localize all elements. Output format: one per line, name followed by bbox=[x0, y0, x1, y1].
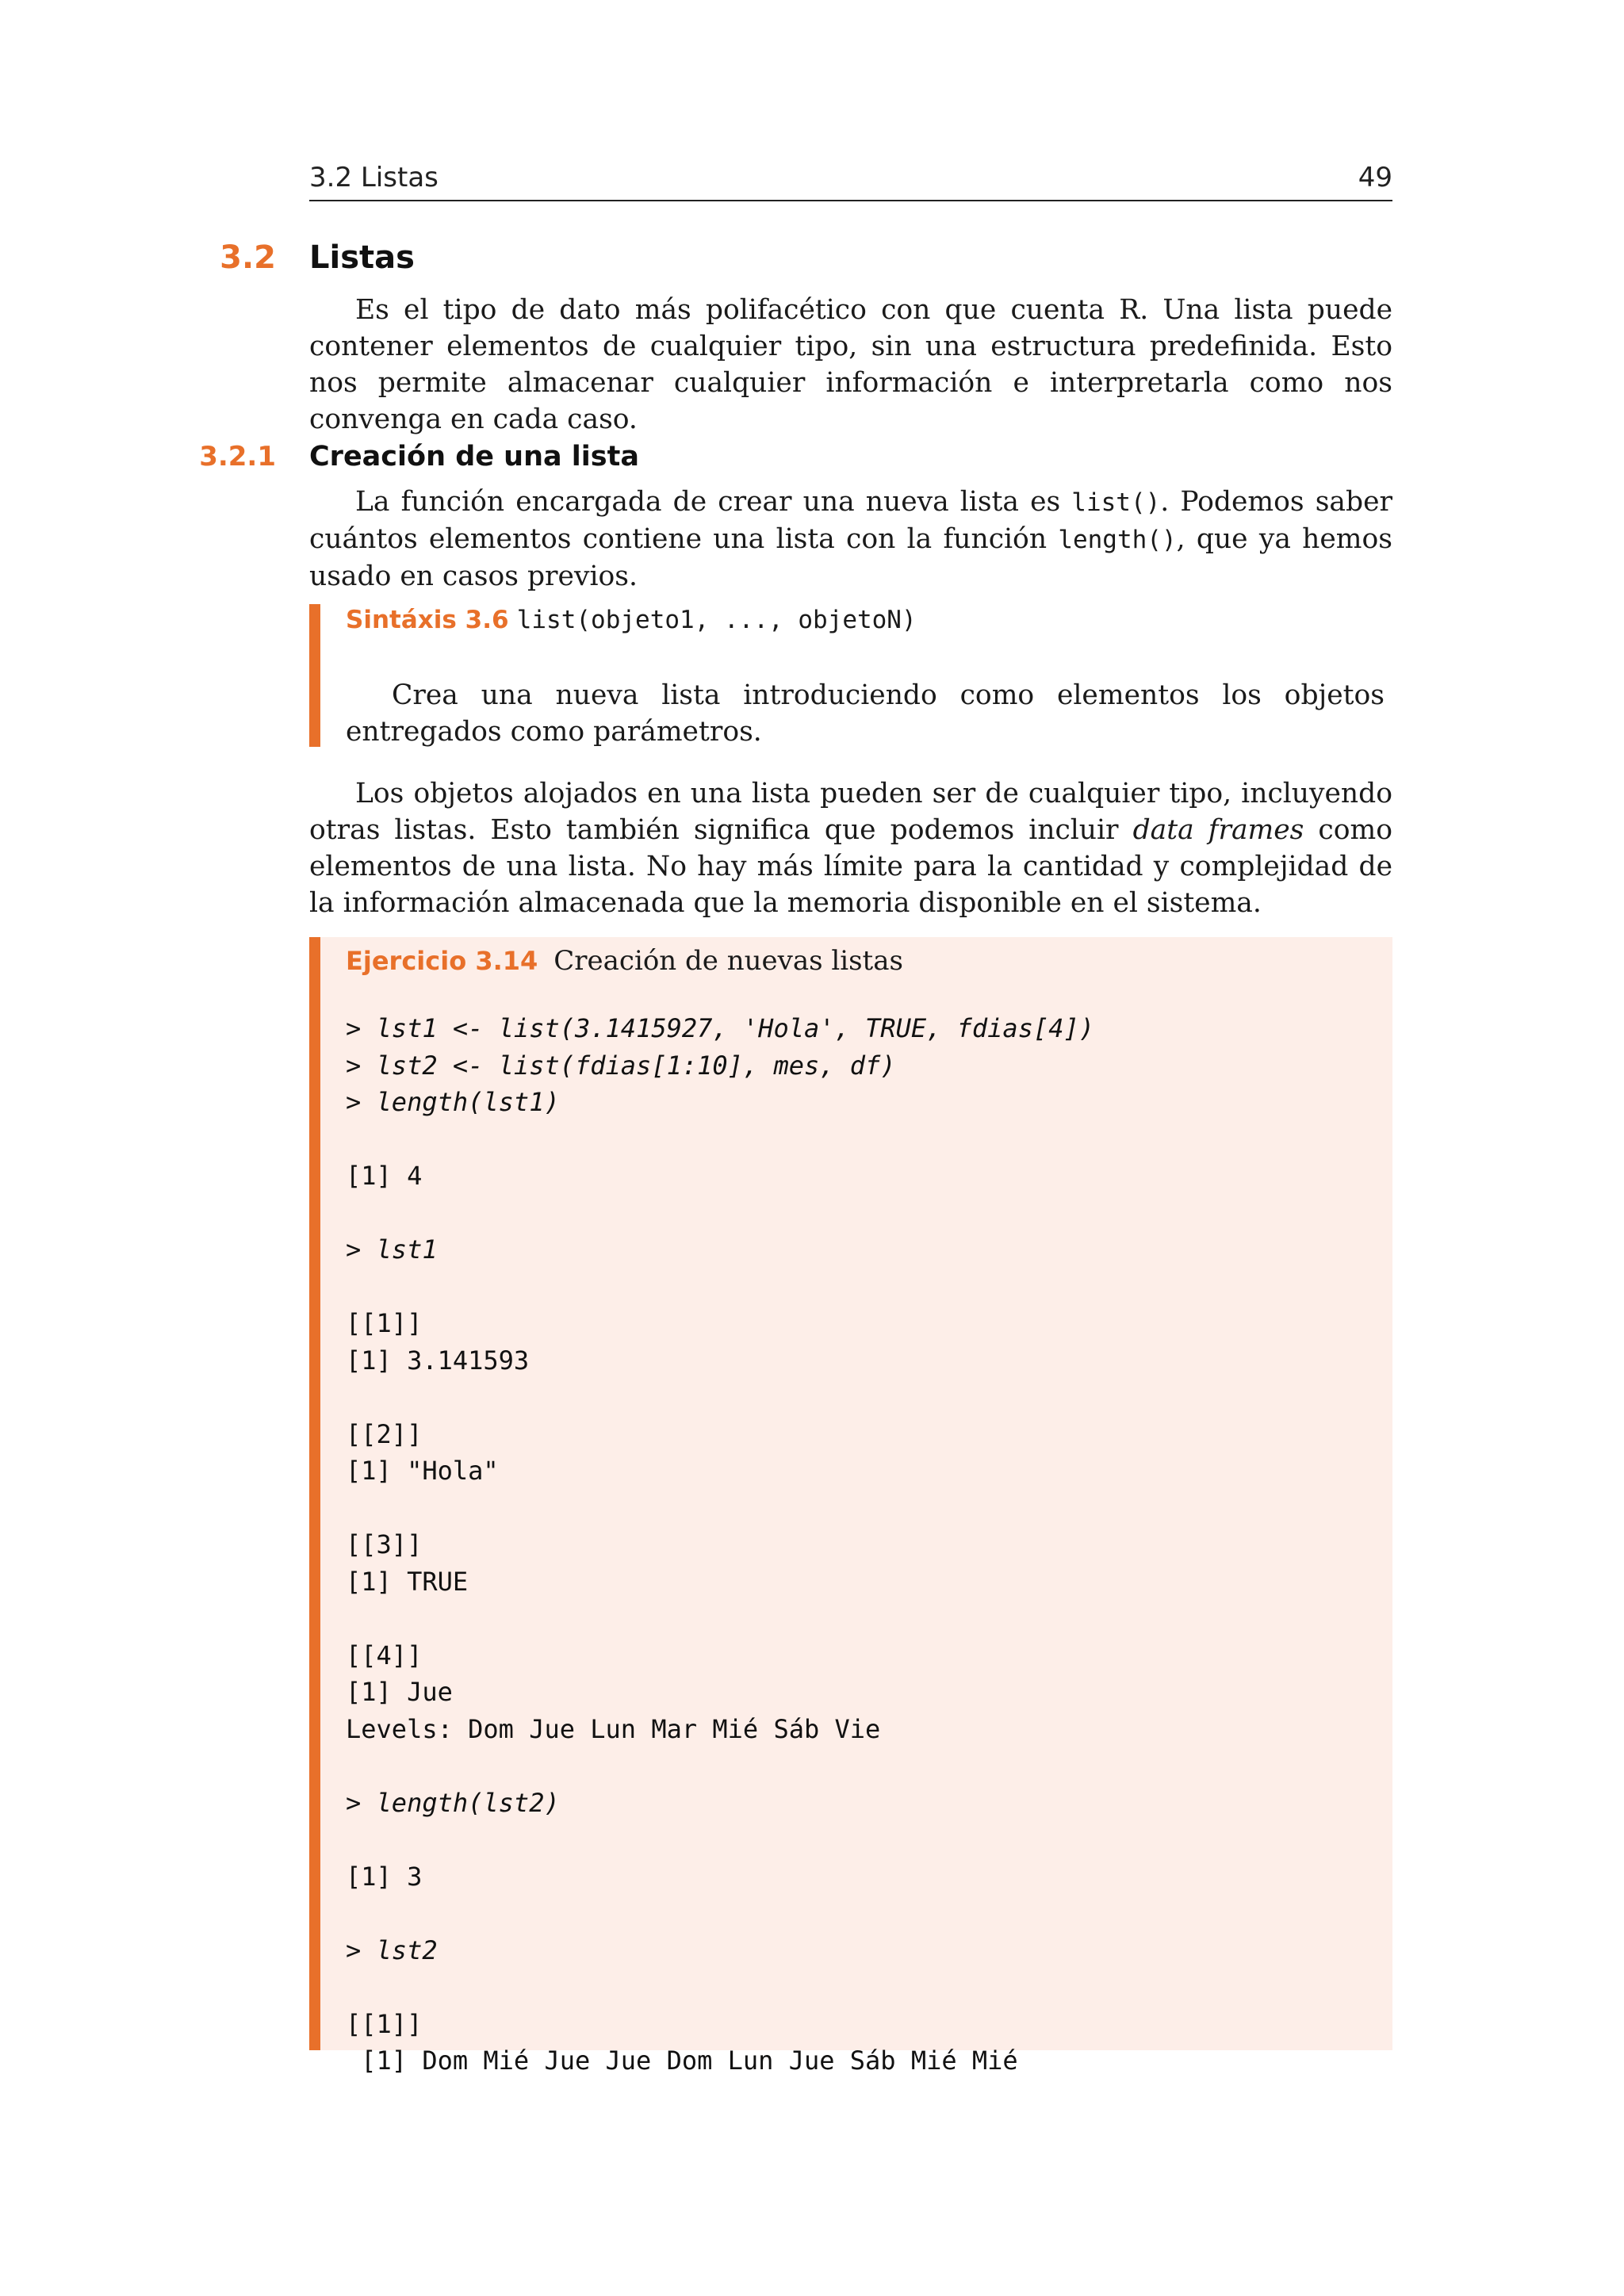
console-output-line bbox=[346, 1195, 1094, 1232]
syntax-description-text: Crea una nueva lista introduciendo como elementos los objetos entregados como parámetros. bbox=[346, 679, 1385, 748]
console-output-line: [1] Dom Mié Jue Jue Dom Lun Jue Sáb Mié Mié bbox=[346, 2045, 1018, 2076]
syntax-box bbox=[309, 604, 1392, 747]
console-output-line: [[4]] bbox=[346, 1640, 423, 1670]
section-number: 3.2 bbox=[220, 239, 276, 276]
running-header bbox=[309, 160, 1392, 201]
para3-text-b: como elementos de una lista. No hay más límite para la cantidad y complejidad de la información almacenada que la memoria disponible en el sistema. bbox=[309, 814, 1393, 919]
para2-text-a: La función encargada de crear una nueva lista es bbox=[355, 486, 1072, 518]
console-output-line: [[2]] bbox=[346, 1418, 423, 1449]
exercise-label: Ejercicio 3.14 bbox=[346, 946, 538, 976]
intro-paragraph bbox=[309, 292, 1392, 438]
para2-text-b: . Podemos saber cuántos elementos contiene una lista con la función bbox=[309, 486, 1392, 555]
exercise-heading bbox=[346, 945, 903, 977]
console-output-line: [[1]] bbox=[346, 1308, 423, 1338]
console-output-line bbox=[346, 1269, 1094, 1306]
objects-paragraph bbox=[309, 775, 1392, 921]
syntax-signature: list(objeto1, ..., objetoN) bbox=[516, 606, 917, 634]
console-output-line bbox=[346, 1969, 1094, 2006]
section-title: Listas bbox=[309, 239, 415, 276]
code-list: list() bbox=[1071, 488, 1161, 517]
data-frames-term: data frames bbox=[1132, 814, 1304, 846]
console-input-line: > lst1 bbox=[346, 1234, 438, 1265]
console-output-line: [1] "Hola" bbox=[346, 1456, 499, 1486]
syntax-label: Sintáxis 3.6 bbox=[346, 606, 509, 634]
console-output-line: Levels: Dom Jue Lun Mar Mié Sáb Vie bbox=[346, 1713, 881, 1744]
console-output-line bbox=[346, 1379, 1094, 1416]
console-output-line bbox=[346, 1490, 1094, 1527]
console-output-line: [[3]] bbox=[346, 1529, 423, 1559]
console-output-line bbox=[346, 1121, 1094, 1158]
intro-text: Es el tipo de dato más polifacético con que cuenta R. Una lista puede contener elementos de cualquier tipo, sin una estructura predefinida. Esto nos permite almacenar cualquier información e interpretarla como nos convenga en cada caso. bbox=[309, 294, 1392, 435]
para2-text-c: , que ya hemos usado en casos previos. bbox=[309, 523, 1392, 592]
console-input-line: > length(lst2) bbox=[346, 1787, 560, 1818]
page-number: 49 bbox=[1358, 162, 1392, 193]
console-output-line bbox=[346, 1821, 1094, 1858]
console-input-line: > lst1 <- list(3.1415927, 'Hola', TRUE, fdias[4]) bbox=[346, 1013, 1095, 1043]
console-output-line bbox=[346, 1600, 1094, 1637]
console-output-line: [1] TRUE bbox=[346, 1566, 469, 1597]
console-output-line bbox=[346, 1747, 1094, 1785]
list-function-paragraph bbox=[309, 484, 1392, 595]
console-output-line: [1] 3 bbox=[346, 1861, 423, 1892]
console-input-line: > lst2 <- list(fdias[1:10], mes, df) bbox=[346, 1050, 896, 1081]
para3-text-a: Los objetos alojados en una lista pueden ser de cualquier tipo, incluyendo otras listas. Esto también significa que podemos incluir bbox=[309, 778, 1392, 846]
exercise-box bbox=[309, 937, 1392, 2076]
console-output-line: [1] 4 bbox=[346, 1161, 423, 1191]
subsection-number: 3.2.1 bbox=[199, 441, 276, 473]
console-output bbox=[346, 1010, 1094, 2080]
exercise-title: Creación de nuevas listas bbox=[553, 945, 903, 977]
subsection-title: Creación de una lista bbox=[309, 441, 639, 473]
console-input-line: > length(lst1) bbox=[346, 1087, 560, 1117]
syntax-heading bbox=[346, 604, 917, 634]
header-section: 3.2 Listas bbox=[309, 162, 439, 193]
code-length: length() bbox=[1058, 526, 1177, 554]
console-output-line: [1] 3.141593 bbox=[346, 1345, 530, 1376]
console-output-line: [1] Jue bbox=[346, 1677, 453, 1707]
console-input-line: > lst2 bbox=[346, 1934, 438, 1965]
console-output-line bbox=[346, 1895, 1094, 1932]
console-output-line: [[1]] bbox=[346, 2008, 423, 2039]
syntax-description bbox=[346, 677, 1385, 750]
